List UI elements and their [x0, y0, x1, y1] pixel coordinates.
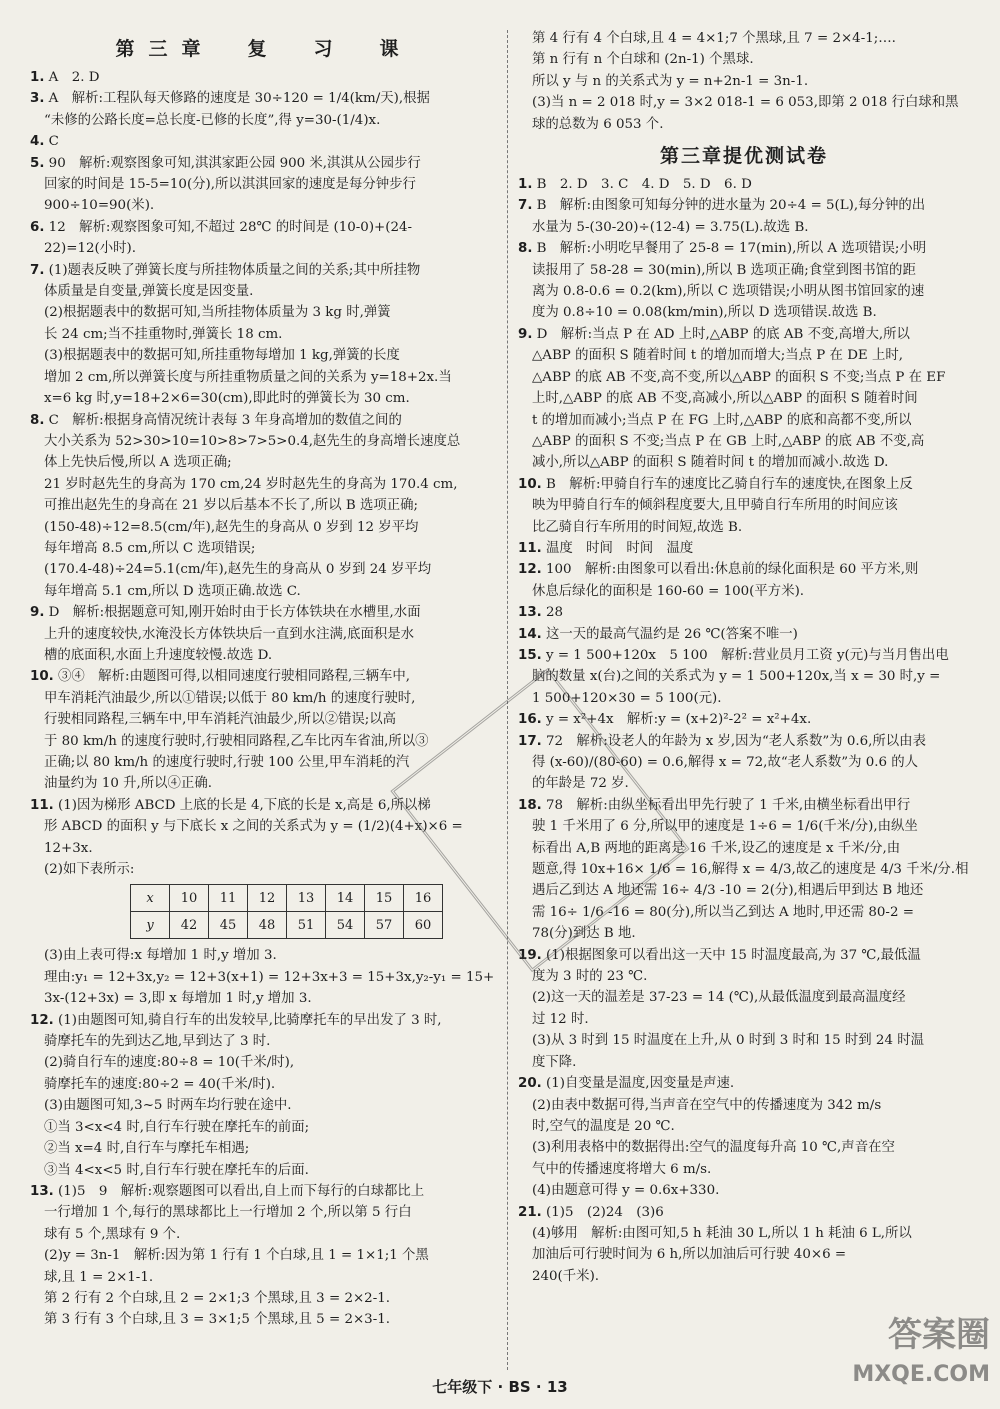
answer-continuation: 度为 3 时的 23 ℃.	[532, 969, 648, 985]
answer-continuation: 时,空气的温度是 20 ℃.	[532, 1118, 675, 1134]
answer-text: (1)5 (2)24 (3)6	[546, 1204, 664, 1220]
answer-item	[518, 1202, 970, 1223]
question-number: 10.	[518, 476, 542, 492]
answer-text: y = 1 500+120x 5 100 解析:营业员月工资 y(元)与当月售出电	[546, 647, 949, 663]
answer-text: C 解析:根据身高情况统计表每 3 年身高增加的数值之间的	[48, 412, 402, 428]
answer-continuation: 的年龄是 72 岁.	[532, 776, 629, 792]
answer-continuation: 回家的时间是 15-5=10(分),所以淇淇回家的速度是每分钟步行	[44, 177, 416, 193]
right-column	[518, 28, 970, 1287]
answer-item	[30, 1181, 498, 1202]
answer-item	[30, 1010, 498, 1031]
answer-item	[30, 410, 498, 431]
answer-text: 72 解析:设老人的年龄为 x 岁,因为“老人系数”为 0.6,所以由表	[546, 733, 926, 749]
answer-continuation: 加油后可行驶时间为 6 h,所以加油后可行驶 40×6 =	[532, 1247, 847, 1263]
answer-text: D 解析:根据题意可知,刚开始时由于长方体铁块在水槽里,水面	[48, 605, 421, 621]
answer-continuation: (3)从 3 时到 15 时温度在上升,从 0 时到 3 时和 15 时到 24 时温	[532, 1033, 925, 1049]
question-number: 8.	[518, 241, 533, 257]
answer-continuation: ③当 4<x<5 时,自行车行驶在摩托车的后面.	[44, 1162, 309, 1178]
answer-continuation: 读报用了 58-28 = 30(min),所以 B 选项正确;食堂到图书馆的距	[532, 262, 916, 278]
question-number: 13.	[30, 1183, 54, 1199]
answer-continuation: △ABP 的底 AB 不变,高不变,所以△ABP 的面积 S 不变;当点 P 在 EF	[532, 369, 946, 385]
answer-text: (1)由题图可知,骑自行车的出发较早,比骑摩托车的早出发了 3 时,	[58, 1012, 442, 1028]
table-cell: 12	[248, 885, 287, 912]
question-number: 13.	[518, 605, 542, 621]
intro-line: (3)当 n = 2 018 时,y = 3×2 018-1 = 6 053,即第 2 018 行白球和黑	[532, 95, 959, 111]
question-number: 1.	[30, 70, 45, 85]
answer-continuation: 21 岁时赵先生的身高为 170 cm,24 岁时赵先生的身高为 170.4 cm,	[44, 476, 458, 492]
answer-text: 这一天的最高气温约是 26 ℃(答案不唯一)	[546, 626, 798, 642]
x-y-table	[130, 884, 443, 939]
answer-continuation: 骑摩托车的先到达乙地,早到达了 3 时.	[44, 1034, 271, 1050]
answer-continuation: ①当 3<x<4 时,自行车行驶在摩托车的前面;	[44, 1119, 310, 1135]
question-number: 19.	[518, 947, 542, 963]
answer-text: 90 解析:观察图象可知,淇淇家距公园 900 米,淇淇从公园步行	[48, 155, 421, 171]
answer-text: (1)题表反映了弹簧长度与所挂物体质量之间的关系;其中所挂物	[48, 262, 421, 278]
table-cell: 54	[326, 912, 365, 939]
table-cell: 57	[365, 912, 404, 939]
answer-continuation: (3)由上表可得:x 每增加 1 时,y 增加 3.	[44, 948, 277, 964]
answer-item	[518, 324, 970, 345]
answer-continuation: 900÷10=90(米).	[44, 198, 155, 214]
answer-item	[518, 624, 970, 645]
answer-continuation: 过 12 时.	[532, 1011, 589, 1027]
answer-continuation: 遇后乙到达 A 地还需 16÷ 4/3 -10 = 2(分),相遇后甲到达 B 地还	[532, 883, 924, 899]
section-title-test: 第三章提优测试卷	[659, 145, 828, 168]
answer-item	[30, 602, 498, 623]
answer-text: (1)根据图象可以看出这一天中 15 时温度最高,为 37 ℃,最低温	[546, 947, 921, 963]
question-number: 20.	[518, 1076, 542, 1092]
answer-continuation: (3)利用表格中的数据得出:空气的温度每升高 10 ℃,声音在空	[532, 1140, 895, 1156]
question-number: 11.	[30, 797, 54, 813]
answer-item	[518, 1073, 970, 1094]
question-number: 9.	[518, 326, 533, 342]
left-column	[30, 28, 498, 1331]
question-number: 14.	[518, 626, 542, 642]
question-number: 8.	[30, 412, 45, 428]
answer-continuation: 增加 2 cm,所以弹簧长度与所挂重物质量之间的关系为 y=18+2x.当	[44, 369, 452, 385]
answer-continuation: 上时,△ABP 的底 AB 不变,高减小,所以△ABP 的面积 S 随着时间	[532, 391, 918, 407]
answer-continuation: 球有 5 个,黑球有 9 个.	[44, 1226, 181, 1242]
answer-continuation: 可推出赵先生的身高在 21 岁以后基本不长了,所以 B 选项正确;	[44, 498, 419, 514]
answer-continuation: △ABP 的面积 S 不变;当点 P 在 GB 上时,△ABP 的底 AB 不变,高	[532, 433, 925, 449]
answer-text: (1)因为梯形 ABCD 上底的长是 4,下底的长是 x,高是 6,所以梯	[58, 797, 431, 813]
answer-continuation: 骑摩托车的速度:80÷2 = 40(千米/时).	[44, 1076, 276, 1092]
table-cell: 13	[287, 885, 326, 912]
question-number: 17.	[518, 733, 542, 749]
table-cell: 11	[209, 885, 248, 912]
answer-text: B 解析:由图象可知每分钟的进水量为 20÷4 = 5(L),每分钟的出	[536, 198, 926, 214]
answer-continuation: 甲车消耗汽油最少,所以①错误;以低于 80 km/h 的速度行驶时,	[44, 690, 416, 706]
table-cell: 10	[170, 885, 209, 912]
answer-continuation: (2)由表中数据可得,当声音在空气中的传播速度为 342 m/s	[532, 1097, 882, 1113]
answer-continuation: 需 16÷ 1/6 -16 = 80(分),所以当乙到达 A 地时,甲还需 80-2 =	[532, 904, 914, 920]
answer-continuation: (2)y = 3n-1 解析:因为第 1 行有 1 个白球,且 1 = 1×1;1 个黑	[44, 1248, 429, 1264]
answer-continuation: 气中的传播速度将增大 6 m/s.	[532, 1161, 712, 1177]
answer-continuation: 题意,得 10x+16× 1/6 = 16,解得 x = 4/3,故乙的速度是 4/3 千米/分.相	[532, 862, 969, 878]
answer-continuation: 78(分)到达 B 地.	[532, 926, 636, 942]
answer-item	[30, 88, 498, 109]
answer-item	[518, 474, 970, 495]
answer-continuation: 每年增高 5.1 cm,所以 D 选项正确.故选 C.	[44, 583, 301, 599]
question-number: 12.	[518, 562, 542, 578]
question-number: 16.	[518, 712, 542, 728]
answer-continuation: 映为甲骑自行车的倾斜程度要大,且甲骑自行车所用的时间应该	[532, 498, 898, 514]
question-number: 18.	[518, 797, 542, 813]
table-cell: 14	[326, 885, 365, 912]
answer-continuation: 水量为 5-(30-20)÷(12-4) = 3.75(L).故选 B.	[532, 219, 809, 235]
table-cell: y	[131, 912, 170, 939]
answer-continuation: (3)由题图可知,3~5 时两车均行驶在途中.	[44, 1098, 292, 1114]
table-cell: 15	[365, 885, 404, 912]
left-answer-list	[30, 67, 498, 880]
answer-item	[30, 666, 498, 687]
answer-item	[518, 559, 970, 580]
answer-continuation: 体质量是自变量,弹簧长度是因变量.	[44, 284, 254, 300]
answer-item	[518, 238, 970, 259]
answer-text: 温度 时间 时间 温度	[546, 540, 694, 556]
answer-item	[518, 195, 970, 216]
answer-continuation: “未修的公路长度=总长度-已修的长度”,得 y=30-(1/4)x.	[44, 112, 381, 128]
answer-continuation: 第 2 行有 2 个白球,且 2 = 2×1;3 个黑球,且 3 = 2×2-1.	[44, 1290, 390, 1306]
question-number: 1.	[518, 177, 533, 193]
answer-item	[518, 602, 970, 623]
watermark-text: 答案圈	[888, 1315, 990, 1355]
answer-continuation: 油量约为 10 升,所以④正确.	[44, 776, 212, 792]
table-cell: x	[131, 885, 170, 912]
answer-text: (1)自变量是温度,因变量是声速.	[546, 1076, 735, 1092]
question-number: 11.	[518, 540, 542, 556]
answer-text: y = x²+4x 解析:y = (x+2)²-2² = x²+4x.	[546, 712, 812, 728]
answer-continuation: 比乙骑自行车所用的时间短,故选 B.	[532, 519, 743, 535]
answer-continuation: (2)骑自行车的速度:80÷8 = 10(千米/时),	[44, 1055, 295, 1071]
answer-text: ③④ 解析:由题图可得,以相同速度行驶相同路程,三辆车中,	[58, 669, 411, 685]
table-cell: 48	[248, 912, 287, 939]
table-cell: 45	[209, 912, 248, 939]
answer-continuation: 休息后绿化的面积是 160-60 = 100(平方米).	[532, 583, 805, 599]
question-number: 6.	[30, 219, 45, 235]
answer-text: B 解析:甲骑自行车的速度比乙骑自行车的速度快,在图象上反	[546, 476, 913, 492]
answer-item	[30, 67, 498, 88]
page-footer: 七年级下 · BS · 13	[432, 1378, 568, 1396]
answer-continuation: (4)够用 解析:由图可知,5 h 耗油 30 L,所以 1 h 耗油 6 L,所以	[532, 1225, 912, 1241]
answer-continuation: ②当 x=4 时,自行车与摩托车相遇;	[44, 1141, 250, 1157]
answer-continuation: (3)根据题表中的数据可知,所挂重物每增加 1 kg,弹簧的长度	[44, 348, 400, 364]
answer-continuation: 度为 0.8÷10 = 0.08(km/min),所以 D 选项错误.故选 B.	[532, 305, 877, 321]
answer-continuation: △ABP 的面积 S 随着时间 t 的增加而增大;当点 P 在 DE 上时,	[532, 348, 904, 364]
answer-text: (1)5 9 解析:观察题图可以看出,自上而下每行的白球都比上	[58, 1183, 425, 1199]
answer-continuation: 离为 0.8-0.6 = 0.2(km),所以 C 选项错误;小明从图书馆回家的速	[532, 284, 925, 300]
answer-text: 12 解析:观察图象可知,不超过 28℃ 的时间是 (10-0)+(24-	[48, 219, 413, 235]
answer-continuation: (4)由题意可得 y = 0.6x+330.	[532, 1183, 720, 1199]
answer-continuation: 1 500+120×30 = 5 100(元).	[532, 690, 722, 706]
answer-continuation: 一行增加 1 个,每行的黑球都比上一行增加 2 个,所以第 5 行白	[44, 1205, 412, 1221]
answer-item	[518, 174, 970, 195]
answer-continuation: 得 (x-60)/(80-60) = 0.6,解得 x = 72,故“老人系数”为 0.6 的人	[532, 755, 919, 770]
answer-text: B 解析:小明吃早餐用了 25-8 = 17(min),所以 A 选项错误;小明	[536, 241, 927, 257]
answer-continuation: (2)根据题表中的数据可知,当所挂物体质量为 3 kg 时,弹簧	[44, 305, 391, 321]
answer-continuation: 于 80 km/h 的速度行驶时,行驶相同路程,乙车比丙车省油,所以③	[44, 733, 429, 749]
table-cell: 51	[287, 912, 326, 939]
answer-continuation: 每年增高 8.5 cm,所以 C 选项错误;	[44, 540, 256, 556]
answer-continuation: t 的增加而减小;当点 P 在 FG 上时,△ABP 的底和高都不变,所以	[532, 412, 912, 428]
answer-continuation: (150-48)÷12=8.5(cm/年),赵先生的身高从 0 岁到 12 岁平均	[44, 519, 419, 535]
question-number: 7.	[30, 262, 45, 278]
answer-item	[30, 131, 498, 152]
question-number: 12.	[30, 1012, 54, 1028]
answer-continuation: (2)如下表所示:	[44, 862, 135, 878]
answer-continuation: 槽的底面积,水面上升速度较慢.故选 D.	[44, 647, 273, 663]
intro-line: 球的总数为 6 053 个.	[532, 116, 664, 132]
answer-text: A 2. D	[48, 70, 100, 85]
intro-line: 所以 y 与 n 的关系式为 y = n+2n-1 = 3n-1.	[532, 73, 809, 89]
answer-continuation: 上升的速度较快,水淹没长方体铁块后一直到水注满,底面积是水	[44, 626, 415, 642]
answer-continuation: 球,且 1 = 2×1-1.	[44, 1269, 154, 1285]
question-number: 15.	[518, 647, 542, 663]
answer-text: 28	[546, 605, 564, 621]
answer-continuation: 12+3x.	[44, 840, 93, 856]
question-number: 10.	[30, 669, 54, 685]
answer-continuation: 减小,所以△ABP 的面积 S 随着时间 t 的增加而减小.故选 D.	[532, 455, 889, 471]
answer-item	[518, 645, 970, 666]
answer-continuation: 长 24 cm;当不挂重物时,弹簧长 18 cm.	[44, 326, 283, 342]
question-number: 9.	[30, 605, 45, 621]
question-number: 4.	[30, 134, 45, 150]
answer-continuation: 驶 1 千米用了 6 分,所以甲的速度是 1÷6 = 1/6(千米/分),由纵坐	[532, 819, 918, 835]
answer-text: 100 解析:由图象可以看出:休息前的绿化面积是 60 平方米,则	[546, 562, 919, 578]
answer-item	[518, 945, 970, 966]
answer-continuation: (170.4-48)÷24=5.1(cm/年),赵先生的身高从 0 岁到 24 岁平均	[44, 562, 432, 578]
answer-continuation: 形 ABCD 的面积 y 与下底长 x 之间的关系式为 y = (1/2)(4+x)×6 =	[44, 819, 463, 835]
answer-item	[30, 260, 498, 281]
answer-text: A 解析:工程队每天修路的速度是 30÷120 = 1/4(km/天),根据	[48, 91, 430, 107]
answer-continuation: 行驶相同路程,三辆车中,甲车消耗汽油最少,所以②错误;以高	[44, 712, 397, 728]
answer-continuation: 22)=12(小时).	[44, 241, 137, 257]
answer-continuation: (2)这一天的温差是 37-23 = 14 (℃),从最低温度到最高温度经	[532, 990, 906, 1006]
answer-continuation: x=6 kg 时,y=18+2×6=30(cm),即此时的弹簧长为 30 cm.	[44, 391, 410, 407]
table-cell: 16	[404, 885, 443, 912]
section-title-chapter-review: 第三章 复 习 课	[115, 38, 413, 60]
question-number: 3.	[30, 91, 45, 107]
left-answer-list-continued	[30, 945, 498, 1330]
question-number: 7.	[518, 198, 533, 214]
right-intro-lines	[518, 28, 970, 135]
question-number: 5.	[30, 155, 45, 171]
question-number: 21.	[518, 1204, 542, 1220]
answer-continuation: 大小关系为 52>30>10=10>8>7>5>0.4,赵先生的身高增长速度总	[44, 433, 461, 449]
table-cell: 60	[404, 912, 443, 939]
table-cell: 42	[170, 912, 209, 939]
intro-line: 第 n 行有 n 个白球和 (2n-1) 个黑球.	[532, 52, 754, 68]
answer-item	[518, 538, 970, 559]
intro-line: 第 4 行有 4 个白球,且 4 = 4×1;7 个黑球,且 7 = 2×4-1;….	[532, 31, 896, 46]
answer-continuation: 度下降.	[532, 1054, 577, 1070]
answer-item	[30, 217, 498, 238]
answer-continuation: 正确;以 80 km/h 的速度行驶时,行驶 100 公里,甲车消耗的汽	[44, 755, 410, 770]
answer-text: D 解析:当点 P 在 AD 上时,△ABP 的底 AB 不变,高增大,所以	[536, 326, 910, 342]
answer-continuation: 3x-(12+3x) = 3,即 x 每增加 1 时,y 增加 3.	[44, 991, 312, 1007]
watermark-url: MXQE.COM	[852, 1362, 990, 1387]
answer-continuation: 标看出 A,B 两地的距离是 16 千米,设乙的速度是 x 千米/分,由	[532, 840, 901, 856]
answer-continuation: 体上先快后慢,所以 A 选项正确;	[44, 455, 232, 471]
answer-continuation: 脑的数量 x(台)之间的关系式为 y = 1 500+120x,当 x = 30 时,y =	[532, 669, 941, 685]
answer-text: 78 解析:由纵坐标看出甲先行驶了 1 千米,由横坐标看出甲行	[546, 797, 911, 813]
answer-text: C	[48, 134, 59, 150]
answer-text: B 2. D 3. C 4. D 5. D 6. D	[536, 177, 752, 193]
answer-continuation: 第 3 行有 3 个白球,且 3 = 3×1;5 个黑球,且 5 = 2×3-1.	[44, 1312, 390, 1328]
answer-continuation: 理由:y₁ = 12+3x,y₂ = 12+3(x+1) = 12+3x+3 = 15+3x,y₂-y₁ = 15+	[44, 969, 495, 985]
answer-item	[30, 153, 498, 174]
answer-continuation: 240(千米).	[532, 1268, 600, 1284]
